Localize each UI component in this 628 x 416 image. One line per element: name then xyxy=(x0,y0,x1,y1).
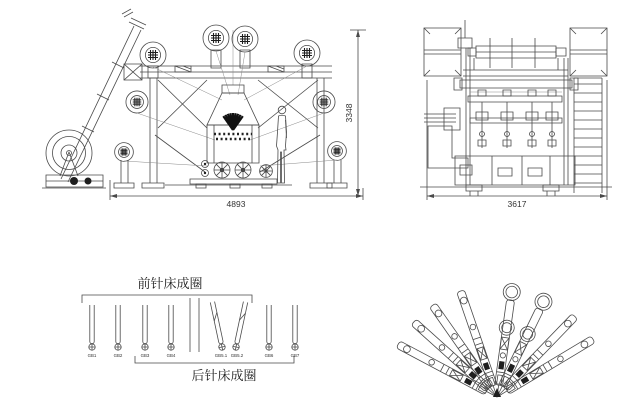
drive-unit xyxy=(424,108,468,168)
front-height-value: 3348 xyxy=(344,103,354,123)
guide-bar-gb4 xyxy=(167,305,176,358)
guide-bar-fan-detail xyxy=(396,282,595,400)
svg-text:GB5.1: GB5.1 xyxy=(214,353,228,358)
svg-text:GB3: GB3 xyxy=(140,353,150,358)
svg-text:GB7: GB7 xyxy=(290,353,300,358)
warp-beams xyxy=(114,25,347,188)
side-view-width-dimension xyxy=(427,80,607,209)
ladder xyxy=(574,78,602,193)
side-width-value: 3617 xyxy=(507,199,527,209)
side-view xyxy=(420,20,612,209)
svg-text:GB4: GB4 xyxy=(166,353,176,358)
svg-text:GB2: GB2 xyxy=(113,353,123,358)
side-frame xyxy=(420,20,612,187)
guide-bar-gb6 xyxy=(265,305,274,358)
guide-bar-diagram xyxy=(82,276,300,383)
needle-bed-lines xyxy=(190,298,199,352)
svg-text:GB6: GB6 xyxy=(264,353,274,358)
front-bed-label: 前针床成圈 xyxy=(137,276,203,291)
fabric-roll-trolley xyxy=(42,130,106,188)
svg-text:GB1: GB1 xyxy=(87,353,97,358)
guide-bar-gb1 xyxy=(88,305,97,358)
front-view xyxy=(42,9,366,209)
svg-text:GB5.2: GB5.2 xyxy=(230,353,244,358)
yarn-paths xyxy=(124,51,337,166)
guide-bar-gb7 xyxy=(291,305,300,358)
guide-bar-gb3 xyxy=(141,305,150,358)
front-view-height-dimension xyxy=(344,30,366,196)
inclined-conveyor xyxy=(61,9,146,182)
guide-bar-gb2 xyxy=(114,305,123,358)
top-warp-beam xyxy=(454,38,578,90)
human-figure xyxy=(277,106,287,183)
machine-base xyxy=(455,156,575,196)
guide-bar-gb5-2 xyxy=(231,301,249,358)
machine-frame xyxy=(140,30,332,188)
guide-bar-gb5-1 xyxy=(209,301,227,358)
back-bed-label: 后针床成圈 xyxy=(191,368,257,383)
mechanism-assembly xyxy=(468,90,562,148)
front-bed-bracket xyxy=(82,295,252,303)
front-width-value: 4893 xyxy=(226,199,246,209)
